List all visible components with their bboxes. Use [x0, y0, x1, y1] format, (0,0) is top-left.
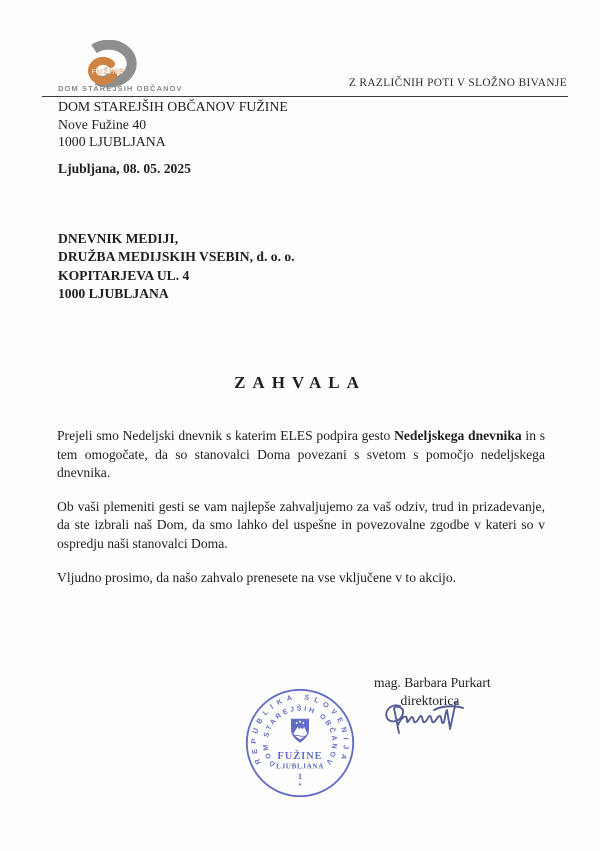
sender-street: Nove Fužine 40: [58, 116, 147, 132]
date-line: Ljubljana, 08. 05. 2025: [58, 161, 191, 176]
paragraph-1-text-after: in s tem omogočate, da so stanovalci Doma povezani s svetom s pomočjo nedeljskega dnevnika.: [57, 428, 546, 481]
official-round-stamp: [243, 686, 357, 800]
recipient-address-block: [58, 230, 295, 304]
signatory-name: mag. Barbara Purkart: [374, 675, 491, 690]
stamp-bottom-dot: [299, 783, 301, 785]
paragraph-2: Ob vaši plemeniti gesti se vam najlepše zahvaljujemo za vaš odziv, trud in prizadevanje, da ste izbrali naš Dom, da smo lahko del uspešne in povezovalne zgodbe v kateri so v ospredju naši stanovalci Doma.: [57, 498, 545, 551]
logo-wordmark: FUŽINE: [91, 67, 125, 76]
header-divider: [42, 96, 568, 97]
logo-subtext: DOM STAREJŠIH OBČANOV: [58, 84, 183, 93]
letter-body: [57, 427, 545, 602]
stamp-inner-text: DOM STAREJŠIH OBČANOV: [262, 705, 338, 768]
sender-city: 1000 LJUBLJANA: [58, 134, 166, 150]
paragraph-1-text: Prejeli smo Nedeljski dnevnik s katerim ELES podpira gesto: [57, 428, 395, 443]
stamp-ljubljana-text: LJUBLJANA: [276, 761, 324, 771]
fuzine-logo-icon: [70, 40, 150, 88]
stamp-outer-text: REPUBLIKA SLOVENIJA: [249, 692, 351, 766]
stamp-fuzine-text: FUŽINE: [277, 751, 323, 763]
sender-name: DOM STAREJŠIH OBČANOV FUŽINE: [58, 99, 288, 114]
paragraph-1-bold-text: Nedeljskega dnevnika: [394, 428, 522, 443]
recipient-company: DRUŽBA MEDIJSKIH VSEBIN, d. o. o.: [58, 249, 295, 265]
stamp-number-text: 1: [297, 771, 303, 782]
recipient-street: KOPITARJEVA UL. 4: [58, 267, 190, 283]
document-title: ZAHVALA: [234, 373, 366, 392]
coat-of-arms-icon: [291, 719, 308, 742]
paragraph-1: [57, 427, 545, 483]
signatory-role: direktorica: [400, 693, 460, 708]
handwritten-signature: [378, 697, 472, 743]
tagline: Z RAZLIČNIH POTI V SLOŽNO BIVANJE: [348, 77, 567, 89]
recipient-city: 1000 LJUBLJANA: [58, 286, 169, 302]
recipient-name: DNEVNIK MEDIJI,: [58, 231, 179, 246]
sender-address-block: [58, 98, 288, 151]
paragraph-3: Vljudno prosimo, da našo zahvalo prenesete na vse vključene v to akcijo.: [57, 569, 457, 585]
